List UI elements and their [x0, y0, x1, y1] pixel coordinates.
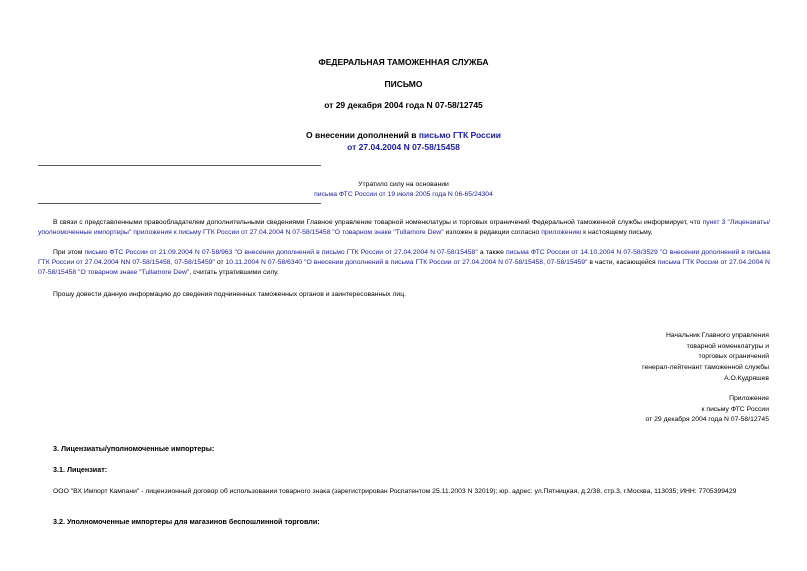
document-date-number: от 29 декабря 2004 года N 07-58/12745: [324, 100, 483, 110]
divider-bottom: [38, 203, 321, 204]
p1-link-appendix[interactable]: приложению: [541, 229, 582, 236]
p1-text-1: В связи с представленными правообладателем дополнительными сведениями Главное управление товарной номенклатуры и торговых ограничений Федеральной таможенной службы информирует, что: [53, 219, 703, 226]
status-link-line: [0, 191, 807, 198]
section-3-heading: 3. Лицензиаты/уполномоченные импортеры:: [53, 444, 215, 453]
divider-top: [38, 165, 321, 166]
subject-link-date[interactable]: от 27.04.2004 N 07-58/15458: [347, 142, 460, 152]
p2-link-1[interactable]: письмо ФТС России от 21.09.2004 N 07-58/963 "О внесении дополнений в письмо ГТК России от 27.04.2004 N 07-58/15458": [84, 249, 478, 256]
signature-line-3: торговых ограничений: [698, 353, 769, 361]
p2-text-4: в части, касающейся: [587, 259, 658, 266]
p1-text-2: изложен в редакции согласно: [443, 229, 542, 236]
p2-text-1: При этом: [53, 249, 85, 256]
paragraph-2: [38, 248, 770, 278]
organization-title: ФЕДЕРАЛЬНАЯ ТАМОЖЕННАЯ СЛУЖБА: [318, 57, 489, 67]
signature-name: А.О.Кудряшев: [724, 374, 769, 382]
paragraph-3: Прошу довести данную информацию до сведения подчиненных таможенных органов и заинтересованных лиц.: [53, 291, 407, 298]
signature-line-1: Начальник Главного управления: [665, 332, 769, 339]
document-kind: ПИСЬМО: [384, 79, 423, 89]
p2-text-3: от: [214, 259, 226, 266]
p2-text-2: а также: [477, 249, 506, 256]
p2-text-5: , считать утратившими силу.: [189, 269, 279, 276]
p1-text-3: к настоящему письму.: [581, 229, 653, 236]
p2-link-2[interactable]: письма ФТС России от 14.10.2004 N 07-58/3529 "О внесении дополнений в письма ГТК России от 27.04.2004 NN 07-58/15458, 07-58/15459": [38, 249, 770, 266]
status-link[interactable]: письма ФТС России от 19 июля 2005 года N 06-65/24304: [314, 191, 493, 198]
document-subject-line2: [0, 142, 807, 152]
document-subject: [0, 130, 807, 140]
appendix-line-2: к письму ФТС России: [701, 405, 769, 413]
p1-link-clause[interactable]: пункт 3 "Лицензиаты/уполномоченные импортеры" приложения к письму ГТК России от 27.04.2004 N 07-58/15458 "О товарном знаке "Tullamore Dew": [38, 219, 770, 236]
paragraph-1: [38, 218, 770, 238]
signature-line-4: генерал-лейтенант таможенной службы: [642, 364, 769, 372]
licensee-paragraph: ООО "ВХ Импорт Кампани" - лицензионный договор об использовании товарного знака (зарегистрирован Роспатентом 25.11.2003 N 32019); юр. адрес: ул.Пятницкая, д.2/38, стр.3, г.Москва, 113035; ИНН: 7705399429: [53, 488, 737, 495]
section-3-2-heading: 3.2. Уполномоченные импортеры для магазинов беспошлинной торговли:: [53, 517, 320, 526]
p2-link-3[interactable]: 10.11.2004 N 07-58/6340 "О внесении дополнений в письма ГТК России от 27.04.2004 N 07-58/15458, 07-58/15459": [225, 259, 588, 266]
appendix-title: Приложение: [729, 395, 769, 402]
appendix-line-3: от 29 декабря 2004 года N 07-58/12745: [645, 416, 769, 424]
status-note: Утратило силу на основании: [358, 181, 449, 188]
section-3-1-heading: 3.1. Лицензиат:: [53, 465, 108, 474]
signature-block: [642, 331, 769, 385]
subject-link-letter[interactable]: письмо ГТК России: [418, 130, 501, 140]
p2-link-4[interactable]: письма ГТК России от 27.04.2004 N 07-58/15458 "О товарном знаке "Tullamore Dew": [38, 259, 770, 276]
subject-prefix: О внесении дополнений в: [306, 130, 419, 140]
appendix-block: [646, 394, 769, 426]
signature-line-2: товарной номенклатуры и: [686, 342, 769, 350]
